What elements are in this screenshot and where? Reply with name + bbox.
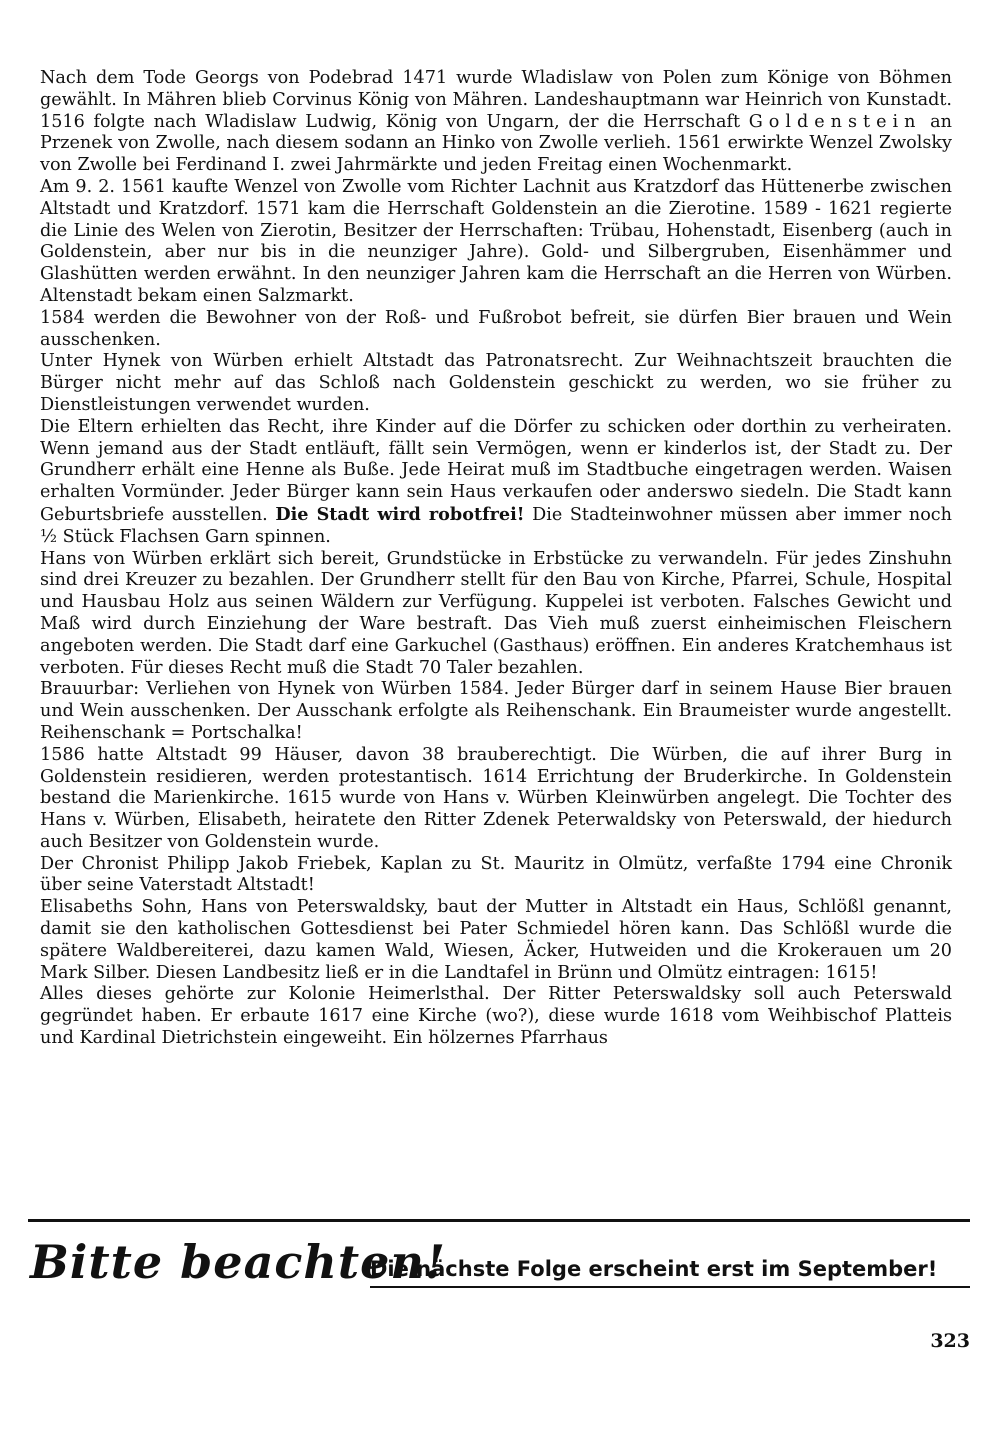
paragraph-9: Der Chronist Philipp Jakob Friebek, Kaplan zu St. Mauritz in Olmütz, verfaßte 1794 eine Chronik über seine Vaterstadt Altstadt! [40, 853, 952, 896]
paragraph-6: Hans von Würben erklärt sich bereit, Grundstücke in Erbstücke zu verwandeln. Für jedes Zinshuhn sind drei Kreuzer zu bezahlen. Der Grundherr stellt für den Bau von Kirche, Pfarrei, Schule, Hospital und Hausbau Holz aus seinen Wäldern zur Verfügung. Kuppelei ist verboten. Falsches Gewicht und Maß wird durch Einziehung der Ware bestraft. Das Vieh muß zuerst einheimischen Fleischern angeboten werden. Die Stadt darf eine Garkuchel (Gasthaus) eröffnen. Ein anderes Kratchemhaus ist verboten. Für dieses Recht muß die Stadt 70 Taler bezahlen. [40, 548, 952, 678]
paragraph-4: Unter Hynek von Würben erhielt Altstadt das Patronatsrecht. Zur Weihnachtszeit brauchten die Bürger nicht mehr auf das Schloß nach Goldenstein geschickt zu werden, wo sie früher zu Dienstleistungen verwendet wurden. [40, 351, 952, 415]
paragraph-5: Die Eltern erhielten das Recht, ihre Kinder auf die Dörfer zu schicken oder dorthin zu verheiraten. Wenn jemand aus der Stadt entläuft, fällt sein Vermögen, wenn er kinderlos ist, der Stadt zu. Der Grundherr erhält eine Henne als Buße. Jede Heirat muß im Stadtbuche eingetragen werden. Waisen erhalten Vormünder. Jeder Bürger kann sein Haus verkaufen oder anderswo siedeln. Die Stadt kann Geburtsbriefe ausstellen. Die Stadt wird robotfrei! Die Stadteinwohner müssen aber immer noch ½ Stück Flachsen Garn spinnen. [40, 416, 952, 547]
page-number: 323 [930, 1330, 970, 1352]
paragraph-3: 1584 werden die Bewohner von der Roß- und Fußrobot befreit, sie dürfen Bier brauen und Wein ausschenken. [40, 307, 952, 350]
paragraph-2: Am 9. 2. 1561 kaufte Wenzel von Zwolle vom Richter Lachnit aus Kratzdorf das Hüttenerbe zwischen Altstadt und Kratzdorf. 1571 kam die Herrschaft Goldenstein an die Zierotine. 1589 - 1621 regierte die Linie des Welen von Zierotin, Besitzer der Herrschaften: Trübau, Hohenstadt, Eisenberg (auch in Goldenstein, aber nur bis in die neunziger Jahre). Gold- und Silbergruben, Eisenhämmer und Glashütten werden erwähnt. In den neunziger Jahren kam die Herrschaft an die Herren von Würben. Altenstadt bekam einen Salzmarkt. [40, 176, 952, 306]
paragraph-10: Elisabeths Sohn, Hans von Peterswaldsky, baut der Mutter in Altstadt ein Haus, Schlößl genannt, damit sie den katholischen Gottesdienst bei Pater Schmiedel hören kann. Das Schlößl wurde die spätere Waldbereiterei, dazu kamen Wald, Wiesen, Äcker, Hutweiden und die Krokerauen um 20 Mark Silber. Diesen Landbesitz ließ er in die Landtafel in Brünn und Olmütz eintragen: 1615! [40, 897, 952, 983]
notice-headline: Bitte beachten! [30, 1235, 446, 1289]
paragraph-11: Alles dieses gehörte zur Kolonie Heimerlsthal. Der Ritter Peterswaldsky soll auch Peterswald gegründet haben. Er erbaute 1617 eine Kirche (wo?), diese wurde 1618 vom Weihbischof Platteis und Kardinal Dietrichstein eingeweiht. Ein hölzernes Pfarrhaus [40, 984, 952, 1049]
notice-text: Die nächste Folge erscheint erst im September! [370, 1254, 970, 1288]
emphasis-robotfrei: Die Stadt wird robotfrei! [275, 503, 525, 525]
notice-box [30, 1232, 970, 1302]
paragraph-7: Brauurbar: Verliehen von Hynek von Würben 1584. Jeder Bürger darf in seinem Hause Bier brauen und Wein ausschenken. Der Ausschank erfolgte als Reihenschank. Ein Braumeister wurde angestellt. Reihenschank = Portschalka! [40, 679, 952, 743]
paragraph-8: 1586 hatte Altstadt 99 Häuser, davon 38 brauberechtigt. Die Würben, die auf ihrer Burg in Goldenstein residieren, werden protestantisch. 1614 Errichtung der Bruderkirche. In Goldenstein bestand die Marienkirche. 1615 wurde von Hans v. Würben Kleinwürben angelegt. Die Tochter des Hans v. Würben, Elisabeth, heiratete den Ritter Zdenek Peterwaldsky von Peterswald, der hiedurch auch Besitzer von Goldenstein wurde. [40, 744, 952, 852]
paragraph-1: Nach dem Tode Georgs von Podebrad 1471 wurde Wladislaw von Polen zum Könige von Böhmen gewählt. In Mähren blieb Corvinus König von Mähren. Landeshauptmann war Heinrich von Kunstadt. 1516 folgte nach Wladislaw Ludwig, König von Ungarn, der die Herrschaft Goldenstein an Przenek von Zwolle, nach diesem sodann an Hinko von Zwolle verlieh. 1561 erwirkte Wenzel Zwolsky von Zwolle bei Ferdinand I. zwei Jahrmärkte und jeden Freitag einen Wochenmarkt. [40, 68, 952, 176]
article-body [40, 68, 952, 1050]
spaced-place-name: Goldenstein [748, 111, 922, 132]
divider-rule [28, 1219, 970, 1222]
